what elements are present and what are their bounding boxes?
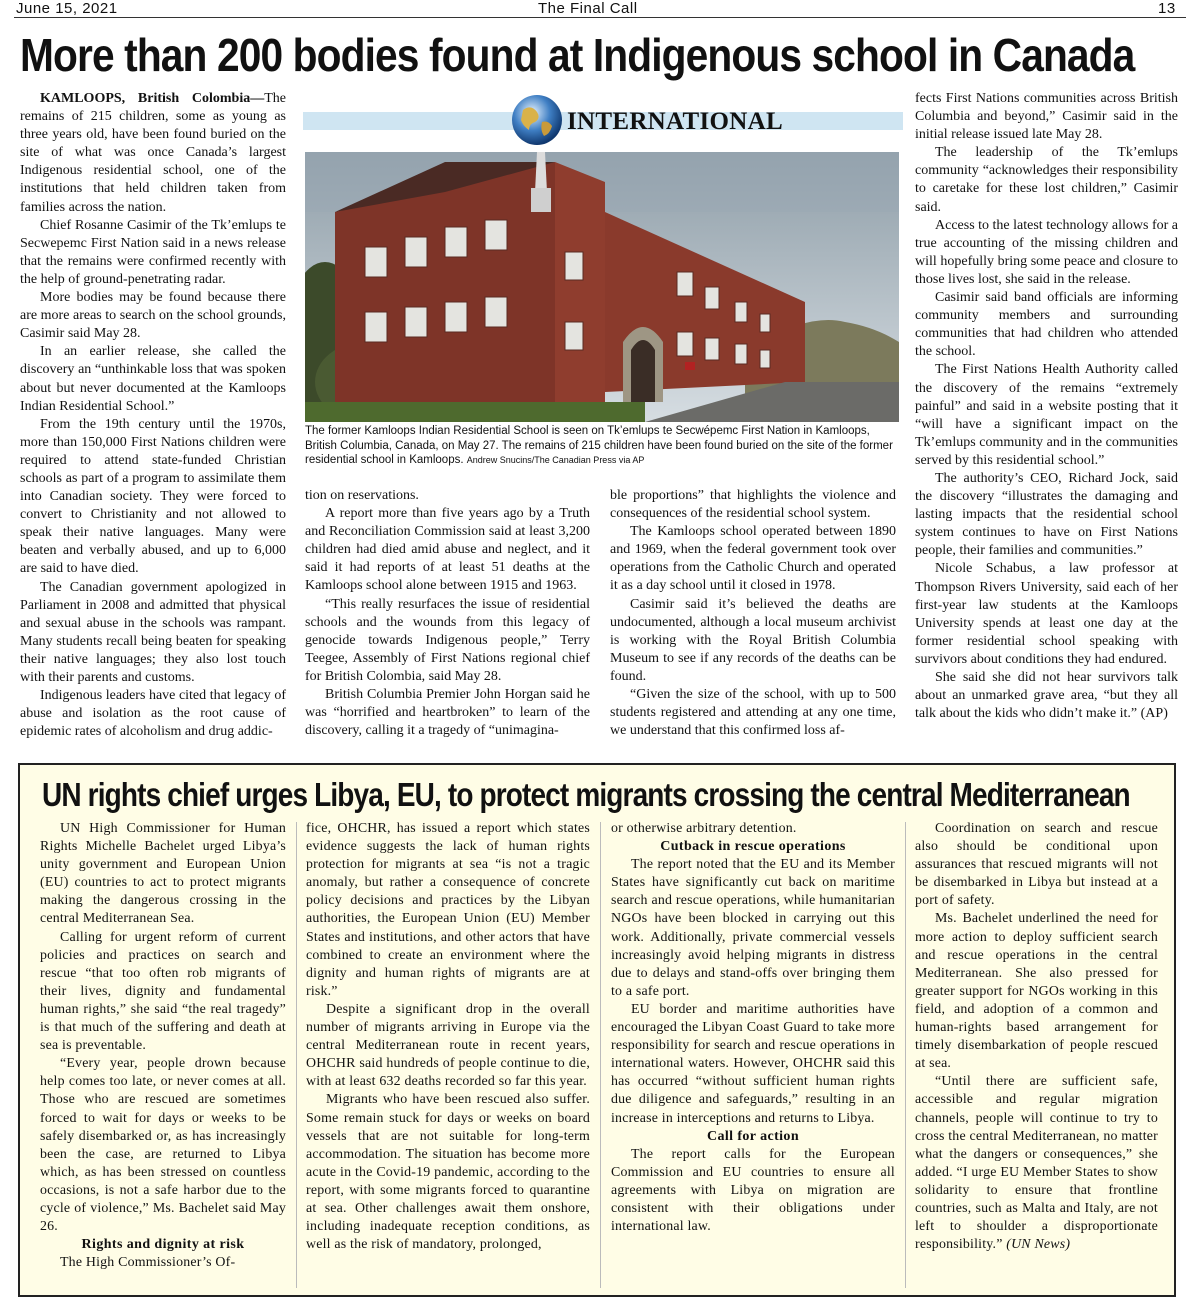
story2-col3: or otherwise arbitrary detention. Cutback in rescue operations The report noted that the EU and its Member States have significantly cut back on maritime search and rescue operations, while humanitarian NGOs have been blocked in carrying out this work. Additionally, private commercial vessels increasingly avoid helping migrants in distress due to delays and stand-offs over bringing them to a safe port. EU border and maritime authorities have encouraged the Libyan Coast Guard to take more responsibility for search and rescue operations in international waters. However, OHCHR said this has occurred “without sufficient human rights due diligence and safeguards,” resulting in an increase in interceptions and returns to Libya. Call for action The report calls for the European Commission and EU countries to ensure all agreements with Libya on migration are consistent with their obligations under international law. [611,821,895,1235]
story2-col1: UN High Commissioner for Human Rights Michelle Bachelet urged Libya’s unity government and European Union (EU) countries to act to protect migrants making the dangerous crossing in the central Mediterranean Sea. Calling for urgent reform of current policies and practices on search and rescue “that too often rob migrants of their lives, dignity and fundamental human rights,” she said “the real tragedy” is that much of the suffering and death at sea is preventable. “Every year, people drown because help comes too late, or never comes at all. Those who are rescued are sometimes forced to wait for days or weeks to be safely disembarked or, as has increasingly been the case, are returned to Libya which, as has been stressed on countless occasions, is not a safe harbor due to the cycle of violence,” Ms. Bachelet said May 26. Rights and dignity at risk The High Commissioner’s Of- [40,821,286,1271]
story1-col2: tion on reservations. A report more than five years ago by a Truth and Reconciliation Commission said at least 3,200 children had died amid abuse and neglect, and it said it had reports of at least 51 deaths at the Kamloops school alone between 1915 and 1963. “This really resurfaces the issue of residential schools and the wounds from this legacy of genocide towards Indigenous people,” Terry Teegee, Assembly of First Nations regional chief for British Colombia, said May 28. British Columbia Premier John Horgan said he was “horrified and heartbroken” to learn of the discovery, calling it a tragedy of “unimagina- [305,488,590,739]
story2-col4: Coordination on search and rescue also should be conditional upon assurances that rescued migrants will not be disembarked in Libya but instead at a port of safety. Ms. Bachelet underlined the need for more action to deploy sufficient search and rescue operations in the central Mediterranean. She also pressed for greater support for NGOs working in this field, and adoption of a common and human-rights based arrangement for timely disembarkation of people rescued at sea. “Until there are sufficient safe, accessible and regular migration channels, people will continue to try to cross the central Mediterranean, no matter what the dangers or consequences,” she added. “I urge EU Member States to show solidarity to ensure that frontline countries, such as Malta and Italy, are not left to shoulder a disproportionate responsibility.” (UN News) [915,821,1158,1253]
story2-col2: fice, OHCHR, has issued a report which states evidence suggests the lack of human rights protection for migrants at sea “is not a tragic anomaly, but rather a consequence of concrete policy decisions and practices by the Libyan authorities, the European Union (EU) Member States and institutions, and other actors that have combined to create an environment where the dignity and human rights of migrants are at risk.” Despite a significant drop in the overall number of migrants arriving in Europe via the central Mediterranean route in recent years, OHCHR said hundreds of people continue to die, with at least 632 deaths recorded so far this year. Migrants who have been rescued also suffer. Some remain stuck for days or weeks on board vessels that are not suitable for long-term accommodation. The situation has become more acute in the Covid-19 pandemic, according to the report, with some migrants forced to quarantine at sea. Other challenges await them onshore, including inadequate reception conditions, as well as the risk of mandatory, prolonged, [306,821,590,1253]
source-credit: (UN News) [1006,1237,1071,1253]
globe-icon [509,92,565,148]
subhead-cutback: Cutback in rescue operations [660,839,846,855]
story1-col1: KAMLOOPS, British Colombia—The remains of 215 children, some as young as three years old, have been found buried on the site of what was once Canada’s largest Indigenous residential school, one of the institutions that held children taken from families across the nation. Chief Rosanne Casimir of the Tk’emlups te Secwepemc First Nation said in a news release that the remains were confirmed recently with the help of ground-penetrating radar. More bodies may be found because there are more areas to search on the school grounds, Casimir said May 28. In an earlier release, she called the discovery an “unthinkable loss that was spoken about but never documented at the Kamloops Indian Residential School.” From the 19th century until the 1970s, more than 150,000 First Nations children were required to attend state-funded Christian schools as part of a program to assimilate them into Canadian society. They were forced to convert to Christianity and not allowed to speak their native languages. Many were beaten and verbally abused, and up to 6,000 are said to have died. The Canadian government apologized in Parliament in 2008 and admitted that physical and sexual abuse in the schools was rampant. Many students recall being beaten for speaking their native languages; they also lost touch with their parents and customs. Indigenous leaders have cited that legacy of abuse and isolation as the root cause of epidemic rates of alcoholism and drug addic- [20,91,286,740]
subhead-rights: Rights and dignity at risk [81,1237,245,1253]
column-divider [600,822,601,1288]
subhead-call: Call for action [706,1128,800,1144]
column-divider [296,822,297,1288]
header-rule [14,17,1186,18]
school-photo [305,152,899,422]
issue-date: June 15, 2021 [16,0,118,17]
story2-headline: UN rights chief urges Libya, EU, to protect migrants crossing the central Mediterranean [42,776,1130,813]
section-banner [303,92,903,152]
column-divider [905,822,906,1288]
photo-caption: The former Kamloops Indian Residential School is seen on Tk’emlups te Secwépemc First Nation in Kamloops, British Columbia, Canada, on May 27. The remains of 215 children have been found buried on the site of the former residential school in Kamloops. Andrew Snucins/The Canadian Press via AP [305,425,893,466]
story1-headline: More than 200 bodies found at Indigenous school in Canada [20,29,1135,81]
section-label: INTERNATIONAL [567,108,783,135]
photo-credit: Andrew Snucins/The Canadian Press via AP [466,455,645,465]
paper-name: The Final Call [538,0,638,17]
story1-col3: ble proportions” that highlights the violence and consequences of the residential school system. The Kamloops school operated between 1890 and 1969, when the federal government took over operations from the Catholic Church and operated it as a day school until it closed in 1978. Casimir said it’s believed the deaths are undocumented, although a local museum archivist is working with the Royal British Columbia Museum to see if any records of the deaths can be found. “Given the size of the school, with up to 500 students registered and attending at any one time, we understand that this confirmed loss af- [610,488,896,739]
page-number: 13 [1158,0,1176,17]
story1-dateline: KAMLOOPS, British Colombia— [40,91,265,106]
story1-col4: fects First Nations communities across British Columbia and beyond,” Casimir said in the initial release issued late May 28. The leadership of the Tk’emlups community “acknowledges their responsibility to caretake for these lost children,” Casimir said. Access to the latest technology allows for a true accounting of the missing children and will hopefully bring some peace and closure to those lives lost, she said in the release. Casimir said band officials are informing community members and surrounding communities that had children who attended the school. The First Nations Health Authority called the discovery of the remains “extremely painful” and said in a website posting that it “will have a significant impact on the Tk’emlups community and in the communities served by this residential school.” The authority’s CEO, Richard Jock, said the discovery “illustrates the damaging and lasting impacts that the residential school system continues to have on First Nations people, their families and communities.” Nicole Schabus, a law professor at Thompson Rivers University, said each of her first-year law students at the Kamloops University spends at least one day at the former residential school speaking with survivors about conditions they had endured. She said she did not hear survivors talk about an unmarked grave area, “but they all talk about the kids who didn’t make it.” (AP) [915,91,1178,722]
